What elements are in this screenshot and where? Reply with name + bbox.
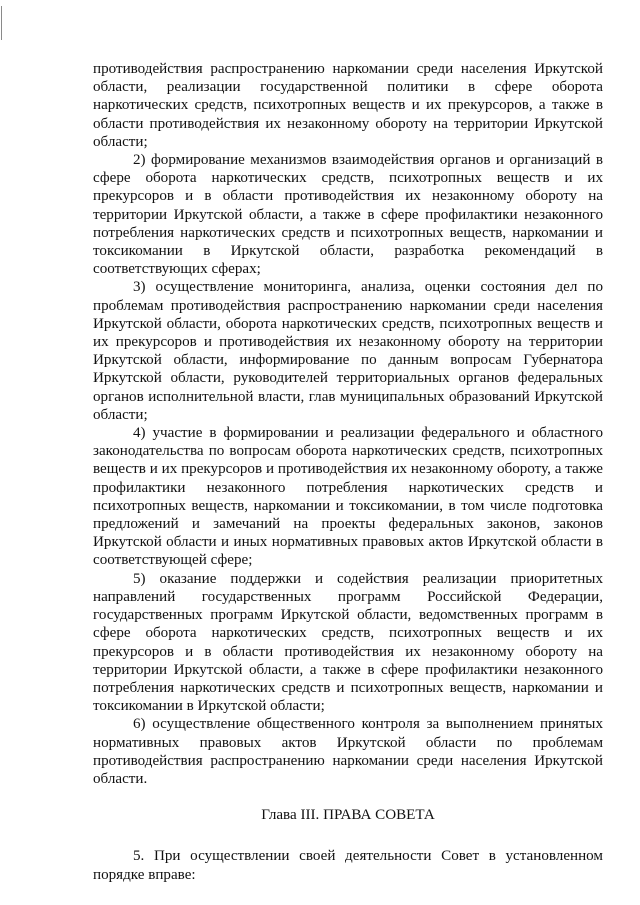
paragraph-item-5: 5) оказание поддержки и содействия реализации приоритетных направлений государственных программ Российской Федерации, государственных программ Иркутской области, ведомственных программ в сфере оборота наркотических средств, психотропных веществ и их прекурсоров и в области противодействия их незаконному обороту на территории Иркутской области, а также в сфере профилактики незаконного потребления наркотических средств и психотропных веществ, наркомании и токсикомании в Иркутской области; <box>93 570 603 715</box>
paragraph-item-6: 6) осуществление общественного контроля за выполнением принятых нормативных правовых актов Иркутской области по проблемам противодействия распространению наркомании среди населения Иркутской области. <box>93 716 603 787</box>
paragraph-item-3: 3) осуществление мониторинга, анализа, оценки состояния дел по проблемам противодействия распространению наркомании среди населения Иркутской области, оборота наркотических средств, психотропных веществ и их прекурсоров и противодействия их незаконному обороту на территории Иркутской области, информирование по данным вопросам Губернатора Иркутской области, руководителей территориальных органов федеральных органов исполнительной власти, глав муниципальных образований Иркутской области; <box>93 279 603 423</box>
document-body <box>93 60 603 884</box>
paragraph-item-2: 2) формирование механизмов взаимодействия органов и организаций в сфере оборота наркотических средств, психотропных веществ и их прекурсоров и в области противодействия их незаконному обороту на территории Иркутской области, а также в сфере профилактики незаконного потребления наркотических средств и психотропных веществ, наркомании и токсикомании в Иркутской области, разработка рекомендаций в соответствующих сферах; <box>93 152 603 278</box>
chapter-heading: Глава III. ПРАВА СОВЕТА <box>261 807 435 824</box>
paragraph-continuation: противодействия распространению наркомании среди населения Иркутской области, реализации государственной политики в сфере оборота наркотических средств, психотропных веществ и их прекурсоров, а также в области противодействия их незаконному обороту на территории Иркутской области; <box>93 61 603 150</box>
paragraph-section-5: 5. При осуществлении своей деятельности Совет в установленном порядке вправе: <box>93 848 603 883</box>
page-edge-mark <box>1 6 2 40</box>
paragraph-item-4: 4) участие в формировании и реализации федерального и областного законодательства по вопросам оборота наркотических средств, психотропных веществ и их прекурсоров и противодействия их незаконному обороту, а также профилактики незаконного потребления наркотических средств и психотропных веществ, наркомании и токсикомании, в том числе подготовка предложений и замечаний на проекты федеральных законов, законов Иркутской области и иных нормативных правовых актов Иркутской области в соответствующей сфере; <box>93 425 603 569</box>
